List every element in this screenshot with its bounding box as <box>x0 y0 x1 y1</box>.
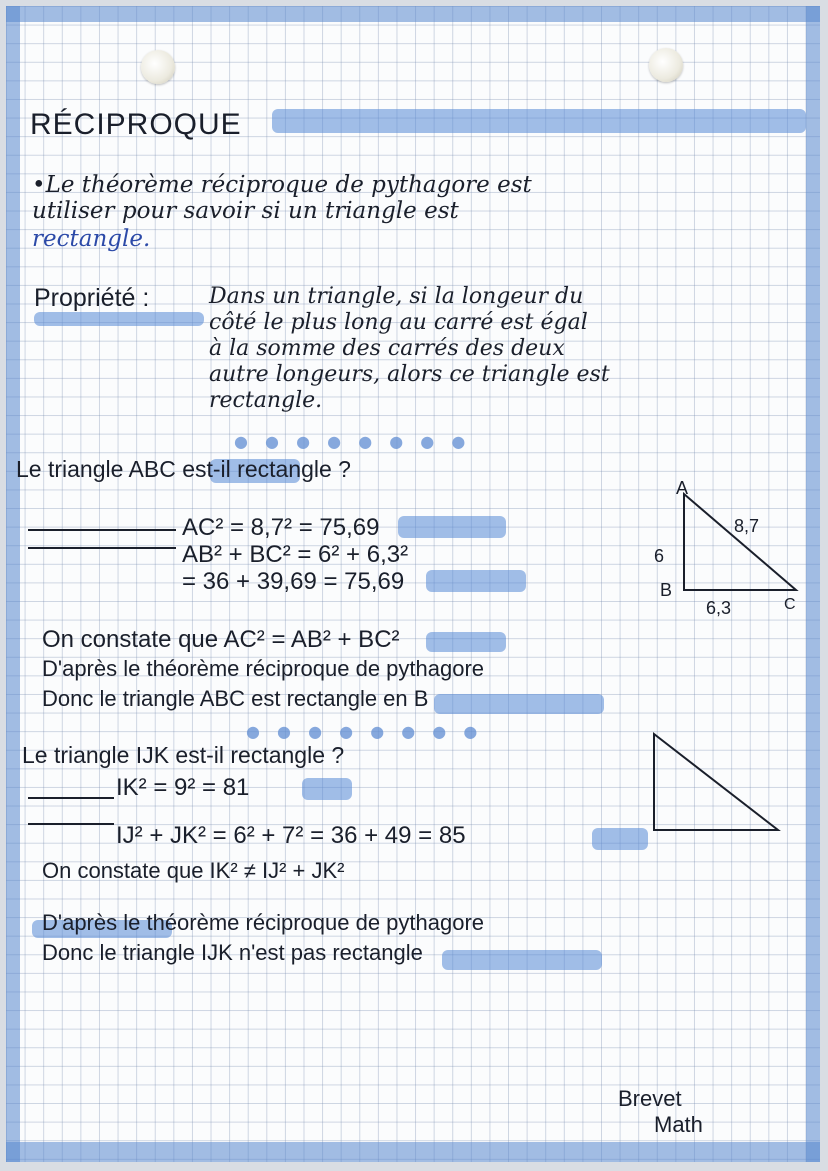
page-border-top <box>6 6 820 22</box>
intro-line-3: rectangle. <box>32 226 151 252</box>
side-ab-label: 6 <box>654 546 665 566</box>
page-border-left <box>6 6 20 1162</box>
property-line-4: autre longeurs, alors ce triangle est <box>209 362 610 387</box>
example2-calc-2: IJ² + JK² = 6² + 7² = 36 + 49 = 85 <box>116 822 466 849</box>
equality-highlight <box>426 632 506 652</box>
result-highlight-1 <box>398 516 506 538</box>
side-ac-label: 8,7 <box>734 516 760 536</box>
page-border-right <box>806 6 820 1162</box>
example1-calc-3: = 36 + 39,69 = 75,69 <box>182 568 405 595</box>
vertex-a-label: A <box>676 478 689 498</box>
vertex-c-label: C <box>784 596 796 613</box>
intro-line-1: •Le théorème réciproque de pythagore est <box>32 172 532 198</box>
example2-conclusion-1: On constate que IK² ≠ IJ² + JK² <box>42 858 345 883</box>
side-bc-label: 6,3 <box>706 598 732 618</box>
notebook-page <box>6 6 820 1162</box>
not-rectangle-highlight <box>442 950 602 970</box>
result-highlight-85 <box>592 828 648 850</box>
footer-line-2: Math <box>654 1112 703 1137</box>
decorative-dots: ● ● ● ● ● ● ● ● <box>234 432 472 451</box>
property-line-2: côté le plus long au carré est égal <box>209 310 588 335</box>
vertex-b-label: B <box>660 580 673 600</box>
example1-conclusion-3: Donc le triangle ABC est rectangle en B <box>42 686 429 711</box>
binder-hole-right <box>649 48 683 82</box>
property-line-5: rectangle. <box>209 388 323 413</box>
triangle-ijk-figure <box>646 726 796 838</box>
binder-hole-left <box>141 50 175 84</box>
title-highlight <box>272 109 806 133</box>
property-highlight <box>34 312 204 326</box>
example1-conclusion-1: On constate que AC² = AB² + BC² <box>42 626 400 653</box>
property-line-1: Dans un triangle, si la longeur du <box>209 284 584 309</box>
property-label: Propriété : <box>34 284 150 312</box>
footer-line-1: Brevet <box>618 1086 682 1111</box>
example1-question: Le triangle ABC est-il rectangle ? <box>16 456 351 482</box>
result-highlight-2 <box>426 570 526 592</box>
arrows-example2 <box>26 776 126 836</box>
example2-conclusion-2: D'après le théorème réciproque de pythagore <box>42 910 485 935</box>
example1-calc-1: AC² = 8,7² = 75,69 <box>182 514 380 541</box>
page-border-bottom <box>6 1142 820 1162</box>
arrows-example1 <box>26 518 186 558</box>
page-title: RÉCIPROQUE <box>30 108 242 141</box>
result-highlight-81 <box>302 778 352 800</box>
decorative-dots: ● ● ● ● ● ● ● ● <box>246 722 484 741</box>
example1-calc-2: AB² + BC² = 6² + 6,3² <box>182 541 409 568</box>
rectangle-highlight <box>434 694 604 714</box>
intro-line-2: utiliser pour savoir si un triangle est <box>32 198 459 224</box>
example1-conclusion-2: D'après le théorème réciproque de pythagore <box>42 656 485 681</box>
example2-calc-1: IK² = 9² = 81 <box>116 774 250 801</box>
property-line-3: à la somme des carrés des deux <box>209 336 565 361</box>
example2-conclusion-3: Donc le triangle IJK n'est pas rectangle <box>42 940 423 965</box>
example2-question: Le triangle IJK est-il rectangle ? <box>22 742 345 768</box>
